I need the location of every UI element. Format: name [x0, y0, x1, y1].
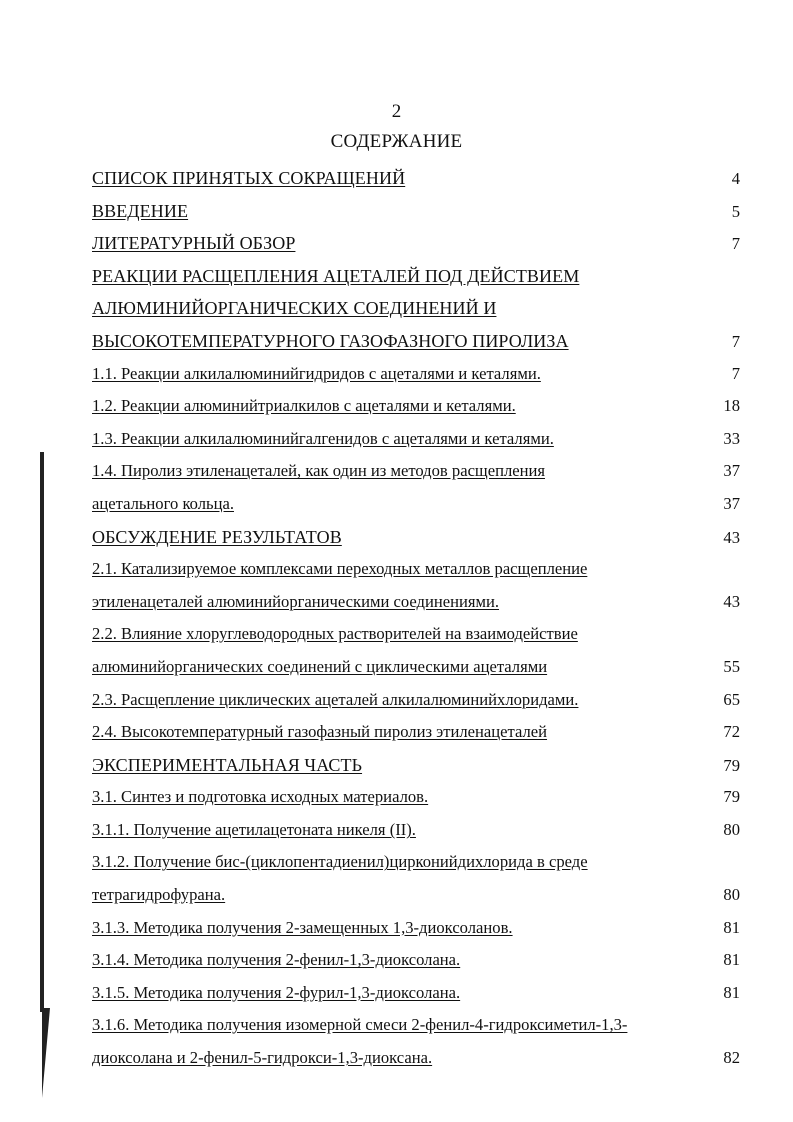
toc-leader-dots — [433, 1047, 722, 1064]
toc-leader-dots — [461, 982, 722, 999]
toc-entry[interactable] — [92, 1042, 740, 1075]
toc-entry-page: 72 — [723, 722, 740, 742]
toc-entry-page: 7 — [731, 331, 740, 351]
toc-entry[interactable] — [92, 325, 740, 358]
toc-entry[interactable] — [92, 977, 740, 1010]
toc-entry-page: 81 — [723, 950, 740, 970]
toc-leader-dots — [517, 396, 723, 413]
toc-entry-page: 55 — [723, 656, 740, 676]
toc-entry-page: 37 — [723, 493, 740, 513]
toc-entry[interactable] — [92, 358, 740, 391]
toc-entry-title[interactable]: 3.1.4. Методика получения 2-фенил-1,3-диоксолана. — [92, 950, 461, 970]
toc-entry-title[interactable]: 2.1. Катализируемое комплексами переходных металлов расщепление — [92, 559, 588, 579]
toc-leader-dots — [548, 722, 722, 739]
toc-entry[interactable] — [92, 618, 740, 651]
toc-leader-dots — [500, 591, 722, 608]
toc-entry-title[interactable]: 1.3. Реакции алкилалюминийгалгенидов с ацеталями и кеталями. — [92, 428, 554, 448]
toc-entry-page: 43 — [723, 591, 740, 611]
toc-entry-title[interactable]: тетрагидрофурана. — [92, 885, 226, 905]
toc-entry-title[interactable]: 1.1. Реакции алкилалюминийгидридов с ацеталями и кеталями. — [92, 363, 541, 383]
toc-entry-page: 79 — [723, 755, 740, 775]
toc-entry-page: 82 — [723, 1048, 740, 1068]
toc-entry[interactable] — [92, 390, 740, 423]
toc-leader-dots — [461, 950, 722, 967]
scan-edge-shadow-tail — [42, 1008, 50, 1098]
toc-entry-title[interactable]: ВЫСОКОТЕМПЕРАТУРНОГО ГАЗОФАЗНОГО ПИРОЛИЗА — [92, 330, 569, 351]
toc-entry-title[interactable]: 1.4. Пиролиз этиленацеталей, как один из методов расщепления — [92, 461, 545, 481]
toc-leader-dots — [296, 234, 729, 251]
toc-entry-title[interactable]: 1.2. Реакции алюминийтриалкилов с ацеталями и кеталями. — [92, 396, 516, 416]
toc-leader-dots — [514, 917, 723, 934]
toc-entry-title[interactable]: СПИСОК ПРИНЯТЫХ СОКРАЩЕНИЙ — [92, 168, 406, 188]
toc-leader-dots — [226, 884, 722, 901]
toc-leader-dots — [579, 689, 722, 706]
toc-entry-page: 43 — [723, 527, 740, 547]
toc-entry-page: 18 — [723, 396, 740, 416]
toc-entry-page: 33 — [723, 428, 740, 448]
toc-leader-dots — [189, 201, 729, 218]
toc-entry[interactable] — [92, 651, 740, 684]
toc-entry-title[interactable]: алюминийорганических соединений с циклическими ацеталями — [92, 656, 548, 676]
toc-entry-page: 7 — [731, 234, 740, 254]
toc-entry-title[interactable]: ВВЕДЕНИЕ — [92, 200, 189, 221]
toc-entry[interactable] — [92, 781, 740, 814]
toc-entry[interactable] — [92, 423, 740, 456]
toc-entry[interactable] — [92, 162, 740, 195]
toc-entry-page: 80 — [723, 885, 740, 905]
toc-entry-page: 5 — [731, 201, 740, 221]
toc-entry[interactable] — [92, 488, 740, 521]
toc-entry-title[interactable]: РЕАКЦИИ РАСЩЕПЛЕНИЯ АЦЕТАЛЕЙ ПОД ДЕЙСТВИЕМ — [92, 265, 580, 286]
toc-entry-page: 7 — [731, 363, 740, 383]
toc-leader-dots — [417, 819, 722, 836]
toc-entry-title[interactable]: 3.1.2. Получение бис-(циклопентадиенил)цирконийдихлорида в среде — [92, 852, 588, 872]
toc-entry[interactable] — [92, 716, 740, 749]
toc-entry[interactable] — [92, 944, 740, 977]
toc-entry[interactable] — [92, 455, 740, 488]
toc-entry[interactable] — [92, 749, 740, 782]
toc-entry-title[interactable]: этиленацеталей алюминийорганическими соединениями. — [92, 591, 500, 611]
toc-entry[interactable] — [92, 846, 740, 879]
toc-entry[interactable] — [92, 1009, 740, 1042]
toc-entry-title[interactable]: ацетального кольца. — [92, 493, 234, 513]
toc-entry[interactable] — [92, 260, 740, 293]
toc-leader-dots — [429, 787, 722, 804]
toc-entry-page: 81 — [723, 917, 740, 937]
toc-entry-title[interactable]: ЭКСПЕРИМЕНТАЛЬНАЯ ЧАСТЬ — [92, 754, 363, 775]
toc-leader-dots — [363, 755, 722, 772]
toc-title: СОДЕРЖАНИЕ — [330, 131, 463, 152]
toc-entry[interactable] — [92, 814, 740, 847]
toc-entry-title[interactable]: диоксолана и 2-фенил-5-гидрокси-1,3-диоксана. — [92, 1048, 433, 1068]
toc-leader-dots — [548, 656, 722, 673]
toc-entry-title[interactable]: 3.1. Синтез и подготовка исходных материалов. — [92, 787, 429, 807]
toc-entry-page: 81 — [723, 982, 740, 1002]
toc-entry-page: 79 — [723, 787, 740, 807]
toc-entry[interactable] — [92, 586, 740, 619]
toc-entry[interactable] — [92, 292, 740, 325]
toc-entry-title[interactable]: 2.3. Расщепление циклических ацеталей алкилалюминийхлоридами. — [92, 689, 579, 709]
toc-entry[interactable] — [92, 879, 740, 912]
toc-entry-title[interactable]: ОБСУЖДЕНИЕ РЕЗУЛЬТАТОВ — [92, 526, 342, 547]
toc-entry-title[interactable]: 3.1.6. Методика получения изомерной смеси 2-фенил-4-гидроксиметил-1,3- — [92, 1015, 628, 1035]
toc-entry-title[interactable]: 2.4. Высокотемпературный газофазный пиролиз этиленацеталей — [92, 722, 548, 742]
toc-entry-title[interactable]: АЛЮМИНИЙОРГАНИЧЕСКИХ СОЕДИНЕНИЙ И — [92, 298, 497, 319]
toc-leader-dots — [570, 331, 729, 348]
toc-entry[interactable] — [92, 195, 740, 228]
toc-entry[interactable] — [92, 521, 740, 554]
toc-entry-page: 4 — [731, 169, 740, 188]
toc-entry-page: 37 — [723, 461, 740, 481]
toc-leader-dots — [343, 527, 723, 544]
scan-edge-shadow — [40, 452, 44, 1012]
table-of-contents — [92, 162, 740, 1075]
toc-entry-title[interactable]: 2.2. Влияние хлоруглеводородных растворителей на взаимодействие — [92, 624, 578, 644]
toc-entry-title[interactable]: 3.1.3. Методика получения 2-замещенных 1,3-диоксоланов. — [92, 917, 513, 937]
toc-entry-title[interactable]: 3.1.1. Получение ацетилацетоната никеля (II). — [92, 819, 416, 839]
toc-entry-title[interactable]: ЛИТЕРАТУРНЫЙ ОБЗОР — [92, 233, 296, 254]
toc-entry-page: 65 — [723, 689, 740, 709]
page-number: 2 — [391, 101, 402, 122]
toc-leader-dots — [555, 428, 723, 445]
toc-leader-dots — [546, 461, 722, 478]
toc-entry[interactable] — [92, 912, 740, 945]
toc-leader-dots — [235, 493, 722, 510]
toc-entry-title[interactable]: 3.1.5. Методика получения 2-фурил-1,3-диоксолана. — [92, 982, 461, 1002]
toc-entry[interactable] — [92, 553, 740, 586]
toc-leader-dots — [542, 363, 729, 380]
toc-entry-page: 80 — [723, 819, 740, 839]
toc-leader-dots — [406, 168, 729, 185]
toc-entry[interactable] — [92, 227, 740, 260]
toc-entry[interactable] — [92, 684, 740, 717]
